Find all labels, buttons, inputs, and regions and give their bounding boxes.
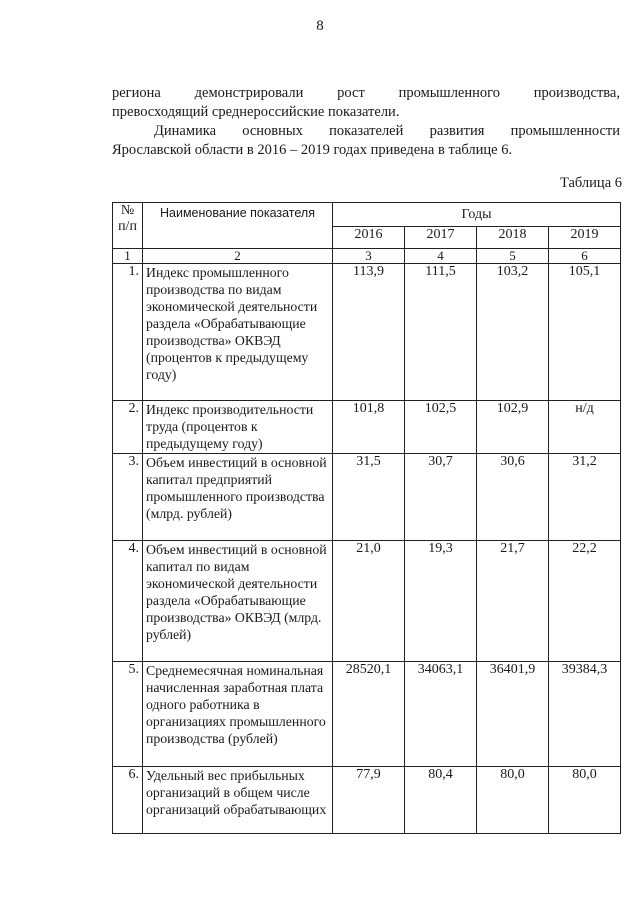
row-number: 6.: [113, 767, 143, 834]
table-row: [113, 541, 621, 662]
indicators-table: [112, 202, 621, 834]
value-2018: 21,7: [477, 541, 549, 662]
value-2019: 22,2: [549, 541, 621, 662]
column-index-row: [113, 249, 621, 264]
index-cell: 2: [143, 249, 333, 264]
index-cell: 5: [477, 249, 549, 264]
index-cell: 6: [549, 249, 621, 264]
table-row: [113, 454, 621, 541]
header-name: Наименование показателя: [143, 203, 333, 249]
row-number: 3.: [113, 454, 143, 541]
value-2016: 77,9: [333, 767, 405, 834]
indicator-name: Удельный вес прибыльных организаций в общем числе организаций обрабатывающих: [143, 767, 333, 834]
table-caption: Таблица 6: [559, 175, 622, 191]
value-2019: н/д: [549, 401, 621, 454]
indicator-name: Среднемесячная номинальная начисленная заработная плата одного работника в организациях промышленного производства (рублей): [143, 662, 333, 767]
indicator-name: Индекс промышленного производства по видам экономической деятельности раздела «Обрабатывающие производства» ОКВЭД (процентов к предыдущему году): [143, 264, 333, 401]
header-num: № п/п: [113, 203, 143, 249]
value-2017: 102,5: [405, 401, 477, 454]
row-number: 4.: [113, 541, 143, 662]
row-number: 5.: [113, 662, 143, 767]
header-year-2018: 2018: [477, 227, 549, 249]
value-2016: 28520,1: [333, 662, 405, 767]
paragraph-2-line-2: Ярославской области в 2016 – 2019 годах приведена в таблице 6.: [112, 142, 513, 158]
index-cell: 4: [405, 249, 477, 264]
value-2019: 80,0: [549, 767, 621, 834]
value-2016: 31,5: [333, 454, 405, 541]
value-2017: 19,3: [405, 541, 477, 662]
value-2016: 21,0: [333, 541, 405, 662]
value-2017: 34063,1: [405, 662, 477, 767]
value-2017: 80,4: [405, 767, 477, 834]
value-2018: 30,6: [477, 454, 549, 541]
table-row: [113, 264, 621, 401]
page-number: 8: [316, 18, 324, 34]
value-2016: 101,8: [333, 401, 405, 454]
table-row: [113, 767, 621, 834]
paragraph-1-line-1: региона демонстрировали рост промышленного производства,: [112, 85, 620, 101]
value-2018: 102,9: [477, 401, 549, 454]
paragraph-2-line-1: Динамика основных показателей развития промышленности: [154, 123, 620, 139]
header-year-2017: 2017: [405, 227, 477, 249]
value-2018: 80,0: [477, 767, 549, 834]
value-2019: 105,1: [549, 264, 621, 401]
header-years: Годы: [333, 203, 621, 227]
header-year-2019: 2019: [549, 227, 621, 249]
indicator-name: Индекс производительности труда (процентов к предыдущему году): [143, 401, 333, 454]
value-2018: 36401,9: [477, 662, 549, 767]
table-row: [113, 401, 621, 454]
indicator-name: Объем инвестиций в основной капитал по видам экономической деятельности раздела «Обрабатывающие производства» ОКВЭД (млрд. рублей): [143, 541, 333, 662]
header-year-2016: 2016: [333, 227, 405, 249]
index-cell: 1: [113, 249, 143, 264]
value-2019: 31,2: [549, 454, 621, 541]
row-number: 2.: [113, 401, 143, 454]
value-2017: 30,7: [405, 454, 477, 541]
value-2018: 103,2: [477, 264, 549, 401]
indicator-name: Объем инвестиций в основной капитал предприятий промышленного производства (млрд. рублей): [143, 454, 333, 541]
value-2017: 111,5: [405, 264, 477, 401]
row-number: 1.: [113, 264, 143, 401]
value-2019: 39384,3: [549, 662, 621, 767]
value-2016: 113,9: [333, 264, 405, 401]
table-row: [113, 662, 621, 767]
index-cell: 3: [333, 249, 405, 264]
paragraph-1-line-2: превосходящий среднероссийские показатели.: [112, 104, 400, 120]
